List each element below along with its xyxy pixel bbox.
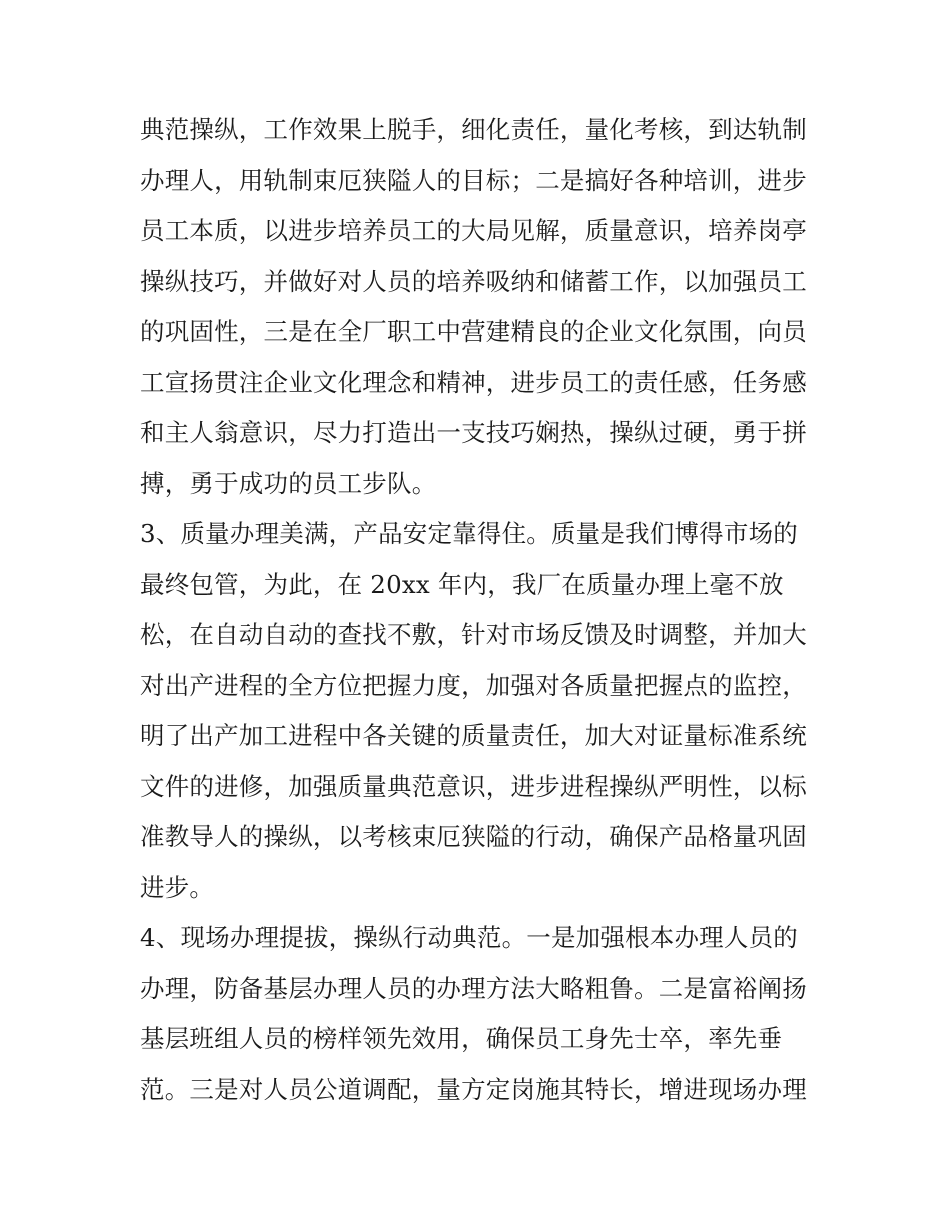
section-heading-4: 4、现场办理提拔，操纵行动典范。一是加强根本办理人员的: [140, 923, 798, 952]
text-line: 对出产进程的全方位把握力度，加强对各质量把握点的监控，: [140, 671, 807, 700]
text-line: 搏，勇于成功的员工步队。: [140, 469, 437, 498]
text-line: 文件的进修，加强质量典范意识，进步进程操纵严明性，以标: [140, 772, 807, 801]
text-line: 基层班组人员的榜样领先效用，确保员工身先士卒，率先垂: [140, 1024, 783, 1053]
text-line: 办理人，用轨制束厄狭隘人的目标；二是搞好各种培训，进步: [140, 166, 807, 195]
text-line: 典范操纵，工作效果上脱手，细化责任，量化考核，到达轨制: [140, 115, 807, 144]
text-line: 准教导人的操纵，以考核束厄狭隘的行动，确保产品格量巩固: [140, 822, 807, 851]
text-line: 员工本质，以进步培养员工的大局见解，质量意识，培养岗亭: [140, 216, 807, 245]
text-line: 松，在自动自动的查找不敷，针对市场反馈及时调整，并加大: [140, 620, 807, 649]
text-line: 最终包管，为此，在 20xx 年内，我厂在质量办理上毫不放: [140, 570, 784, 599]
text-line: 进步。: [140, 873, 215, 902]
text-line: 范。三是对人员公道调配，量方定岗施其特长，增进现场办理: [140, 1075, 807, 1104]
text-line: 办理，防备基层办理人员的办理方法大略粗鲁。二是富裕阐扬: [140, 974, 807, 1003]
text-line: 操纵技巧，并做好对人员的培养吸纳和储蓄工作，以加强员工: [140, 267, 807, 296]
section-heading-3: 3、质量办理美满，产品安定靠得住。质量是我们博得市场的: [140, 519, 798, 548]
text-line: 的巩固性，三是在全厂职工中营建精良的企业文化氛围，向员: [140, 317, 807, 346]
text-line: 和主人翁意识，尽力打造出一支技巧娴热，操纵过硬，勇于拼: [140, 418, 807, 447]
text-line: 工宣扬贯注企业文化理念和精神，进步员工的责任感，任务感: [140, 368, 807, 397]
text-line: 明了出产加工进程中各关键的质量责任，加大对证量标准系统: [140, 721, 807, 750]
